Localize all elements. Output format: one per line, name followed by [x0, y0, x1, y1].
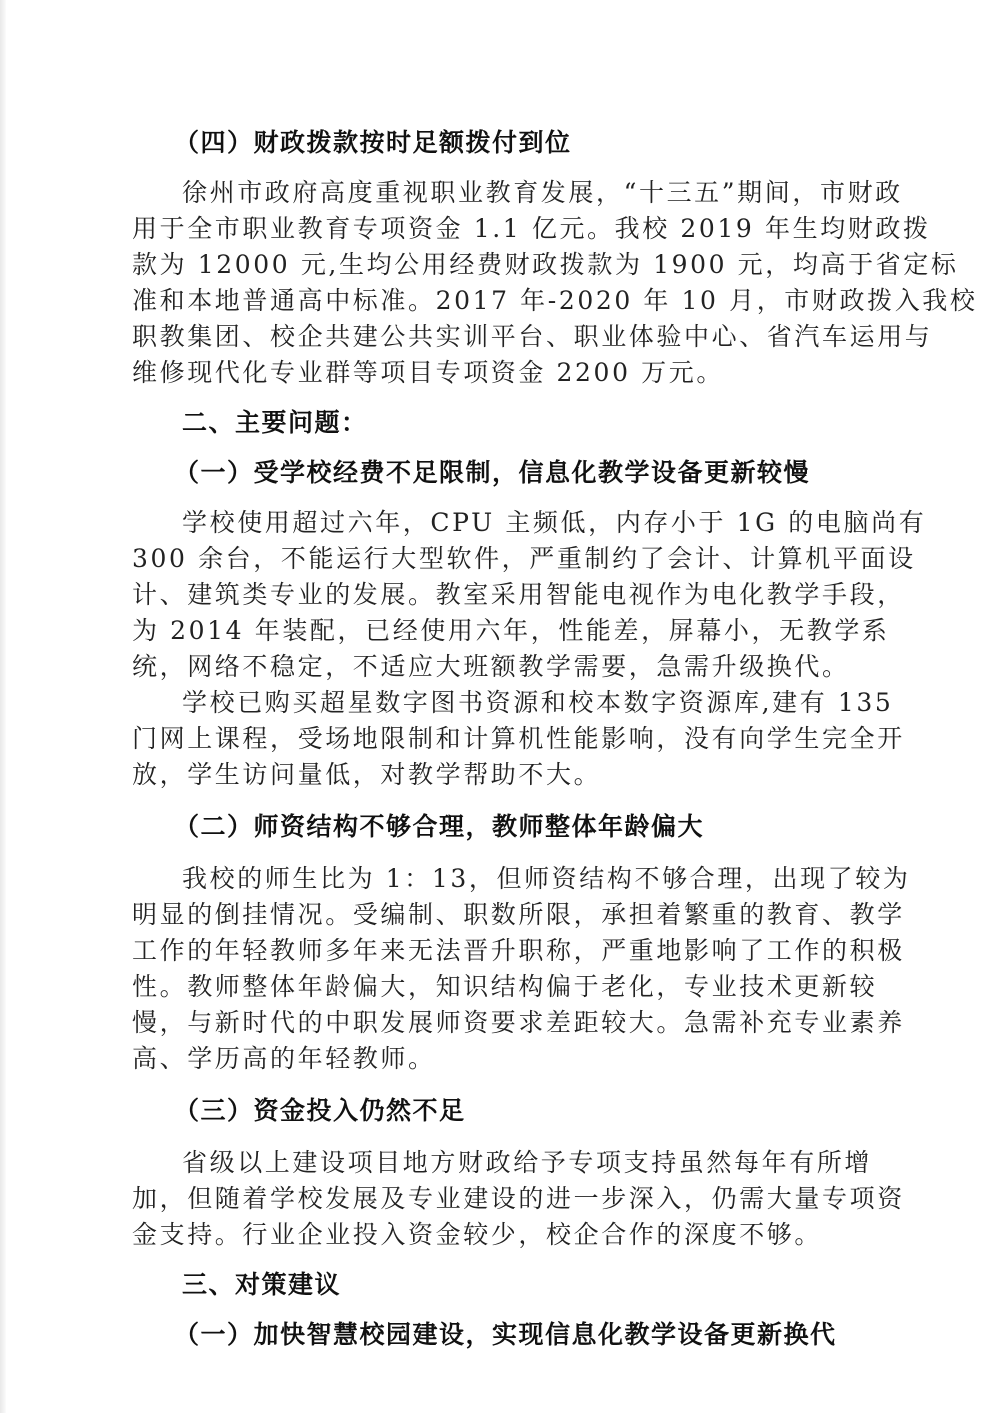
paragraph-line: 学校已购买超星数字图书资源和校本数字资源库,建有 135 — [182, 688, 894, 717]
paragraph-line: 金支持。行业企业投入资金较少，校企合作的深度不够。 — [132, 1220, 823, 1249]
paragraph-line: 准和本地普通高中标准。2017 年-2020 年 10 月，市财政拨入我校 — [132, 286, 978, 315]
paragraph-line: 我校的师生比为 1：13，但师资结构不够合理，出现了较为 — [182, 864, 911, 893]
paragraph-line: 职教集团、校企共建公共实训平台、职业体验中心、省汽车运用与 — [132, 322, 933, 351]
scan-page-edge — [0, 0, 6, 1413]
paragraph-line: 省级以上建设项目地方财政给予专项支持虽然每年有所增 — [182, 1148, 873, 1177]
subsection-heading-2: （二）师资结构不够合理，教师整体年龄偏大 — [174, 812, 705, 841]
section-heading-countermeasures: 三、对策建议 — [182, 1270, 342, 1299]
paragraph-line: 维修现代化专业群等项目专项资金 2200 万元。 — [132, 358, 724, 387]
paragraph-line: 明显的倒挂情况。受编制、职数所限，承担着繁重的教育、教学 — [132, 900, 905, 929]
paragraph-line: 计、建筑类专业的发展。教室采用智能电视作为电化教学手段， — [132, 580, 905, 609]
subsection-heading-1: （一）受学校经费不足限制，信息化教学设备更新较慢 — [174, 458, 811, 487]
paragraph-line: 放，学生访问量低，对教学帮助不大。 — [132, 760, 602, 789]
subsection-heading-4: （四）财政拨款按时足额拨付到位 — [174, 128, 572, 157]
paragraph-line: 加，但随着学校发展及专业建设的进一步深入，仍需大量专项资 — [132, 1184, 905, 1213]
subsection-heading-smart-campus: （一）加快智慧校园建设，实现信息化教学设备更新换代 — [174, 1320, 837, 1349]
document-page — [132, 125, 978, 1353]
paragraph-line: 款为 12000 元,生均公用经费财政拨款为 1900 元，均高于省定标 — [132, 250, 959, 279]
paragraph-line: 统，网络不稳定，不适应大班额教学需要，急需升级换代。 — [132, 652, 850, 681]
paragraph-line: 工作的年轻教师多年来无法晋升职称，严重地影响了工作的积极 — [132, 936, 905, 965]
paragraph-line: 慢，与新时代的中职发展师资要求差距较大。急需补充专业素养 — [132, 1008, 905, 1037]
paragraph-line: 性。教师整体年龄偏大，知识结构偏于老化，专业技术更新较 — [132, 972, 878, 1001]
paragraph-line: 300 余台，不能运行大型软件，严重制约了会计、计算机平面设 — [132, 544, 916, 573]
subsection-heading-3: （三）资金投入仍然不足 — [174, 1096, 466, 1125]
paragraph-line: 学校使用超过六年，CPU 主频低，内存小于 1G 的电脑尚有 — [182, 508, 927, 537]
section-heading-main-problems: 二、主要问题： — [182, 408, 368, 437]
paragraph-line: 门网上课程，受场地限制和计算机性能影响，没有向学生完全开 — [132, 724, 905, 753]
paragraph-line: 用于全市职业教育专项资金 1.1 亿元。我校 2019 年生均财政拨 — [132, 214, 931, 243]
paragraph-line: 高、学历高的年轻教师。 — [132, 1044, 436, 1073]
paragraph-line: 为 2014 年装配，已经使用六年，性能差，屏幕小，无教学系 — [132, 616, 890, 645]
paragraph-line: 徐州市政府高度重视职业教育发展，“十三五”期间，市财政 — [182, 178, 903, 207]
